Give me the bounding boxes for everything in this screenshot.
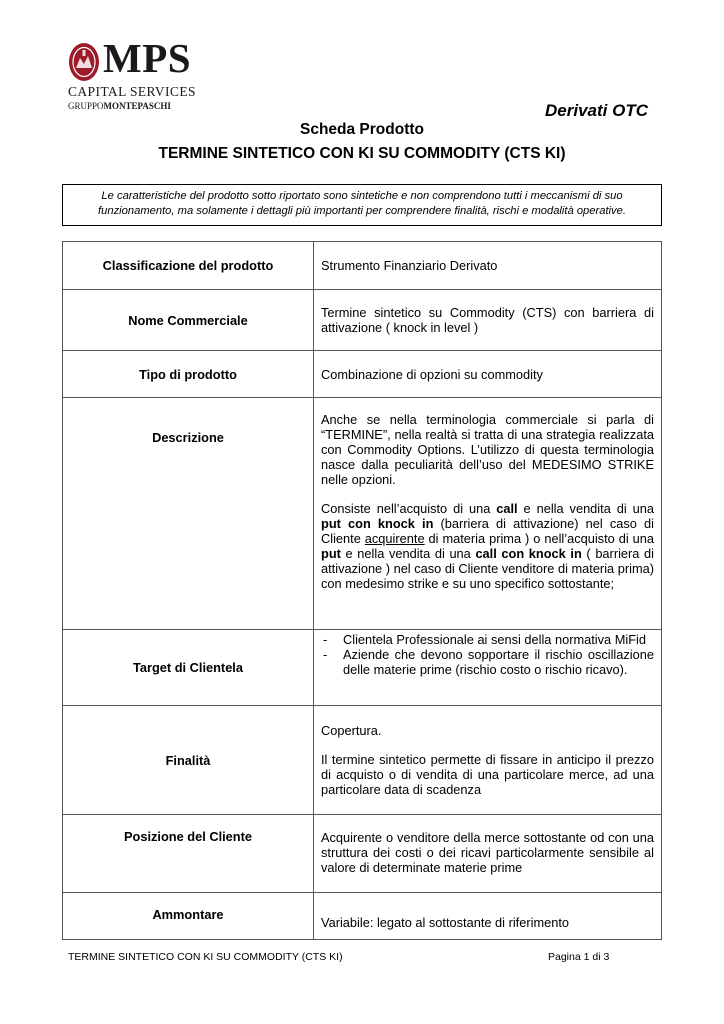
table-row bbox=[63, 290, 662, 351]
table-row bbox=[63, 242, 662, 290]
row-label: Descrizione bbox=[63, 398, 314, 630]
row-value: Variabile: legato al sottostante di riferimento bbox=[314, 893, 662, 940]
finalita-paragraph-2: Il termine sintetico permette di fissare in anticipo il prezzo di acquisto o di vendita di una particolare merce, ad una particolare data di scadenza bbox=[321, 752, 654, 797]
table-row bbox=[63, 351, 662, 398]
row-label: Tipo di prodotto bbox=[63, 351, 314, 398]
row-value bbox=[314, 706, 662, 815]
logo-line1: CAPITAL SERVICES bbox=[68, 84, 196, 99]
row-label: Target di Clientela bbox=[63, 630, 314, 706]
row-value: Acquirente o venditore della merce sottostante od con una struttura dei costi o dei ricavi particolarmente sensibile al valore di determinate materie prime bbox=[314, 815, 662, 893]
list-item: - Aziende che devono sopportare il rischio oscillazione delle materie prime (rischio costo o rischio ricavo). bbox=[321, 647, 654, 677]
document-title: Scheda Prodotto bbox=[299, 121, 424, 138]
table-row bbox=[63, 815, 662, 893]
finalita-paragraph-1: Copertura. bbox=[321, 723, 382, 738]
table-row bbox=[63, 630, 662, 706]
product-table bbox=[62, 241, 662, 940]
disclaimer-box: Le caratteristiche del prodotto sotto riportato sono sintetiche e non comprendono tutti i meccanismi di suo funzionamento, ma solamente i dettagli più importanti per comprendere finalità, rischi e modalità operative. bbox=[62, 184, 662, 226]
list-item: - Clientela Professionale ai sensi della normativa MiFid bbox=[321, 632, 654, 647]
row-value: Combinazione di opzioni su commodity bbox=[314, 351, 662, 398]
document-category: Derivati OTC bbox=[545, 101, 648, 120]
row-label: Nome Commerciale bbox=[63, 290, 314, 351]
description-paragraph-2: Consiste nell’acquisto di una call e nella vendita di una put con knock in (barriera di attivazione) nel caso di Cliente acquirente di materia prima ) o nell’acquisto di una put e nella vendita di una call con knock in ( barriera di attivazione ) nel caso di Cliente venditore di materia prima) con medesimo strike e su uno specifico sottostante; bbox=[321, 501, 655, 591]
row-value: Strumento Finanziario Derivato bbox=[314, 242, 662, 290]
row-label: Ammontare bbox=[63, 893, 314, 940]
row-label: Finalità bbox=[63, 706, 314, 815]
row-value bbox=[314, 398, 662, 630]
logo-brand: MPS bbox=[103, 35, 192, 81]
target-list bbox=[321, 632, 654, 677]
montepaschi-seal-icon bbox=[68, 42, 100, 82]
row-value: Termine sintetico su Commodity (CTS) con barriera di attivazione ( knock in level ) bbox=[314, 290, 662, 351]
table-row bbox=[63, 398, 662, 630]
table-row bbox=[63, 893, 662, 940]
document-subtitle: TERMINE SINTETICO CON KI SU COMMODITY (CTS KI) bbox=[158, 145, 566, 162]
logo-line2: GRUPPOMONTEPASCHI bbox=[68, 101, 171, 111]
footer-page-number: Pagina 1 di 3 bbox=[548, 951, 610, 963]
row-value bbox=[314, 630, 662, 706]
company-logo bbox=[66, 35, 206, 120]
table-row bbox=[63, 706, 662, 815]
description-paragraph-1: Anche se nella terminologia commerciale si parla di “TERMINE”, nella realtà si tratta di una strategia realizzata con Commodity Options. L’utilizzo di questa terminologia nasce dalla peculiarità dell’uso del MEDESIMO STRIKE nelle opzioni. bbox=[321, 412, 654, 487]
footer-document-title: TERMINE SINTETICO CON KI SU COMMODITY (CTS KI) bbox=[68, 951, 343, 963]
row-label: Classificazione del prodotto bbox=[63, 242, 314, 290]
row-label: Posizione del Cliente bbox=[63, 815, 314, 893]
